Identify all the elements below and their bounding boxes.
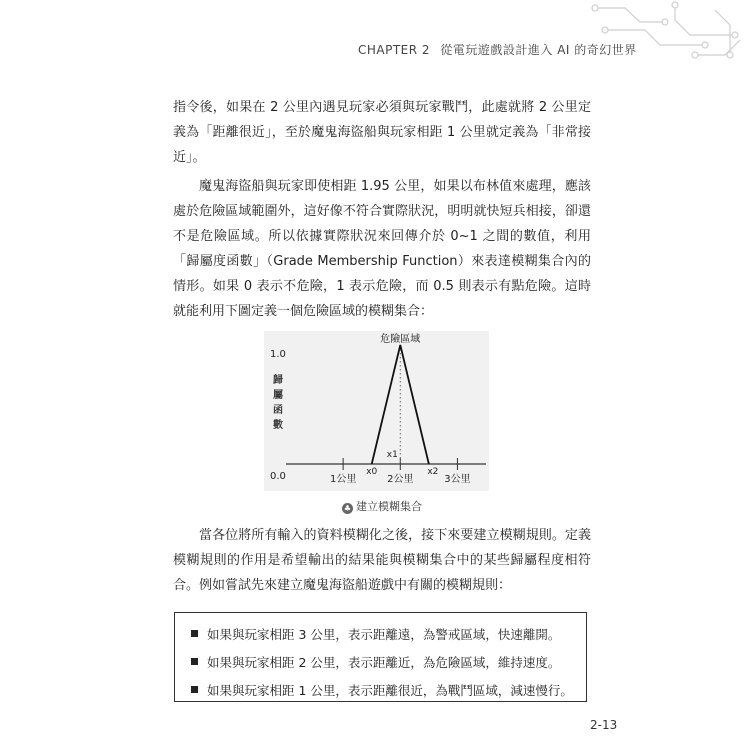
- rule-item: [191, 649, 586, 677]
- fuzzy-set-figure: [264, 331, 489, 491]
- x2-annotation: x2: [427, 467, 439, 477]
- rule-text: 如果與玩家相距 3 公里，表示距離遠，為警戒區域，快速離開。: [207, 627, 561, 642]
- rule-item: [191, 677, 586, 705]
- paragraph-1: 指令後，如果在 2 公里內遇見玩家必須與玩家戰鬥，此處就將 2 公里定義為「距離很近」，至於魔鬼海盜船與玩家相距 1 公里就定義為「非常接近」。: [173, 100, 591, 165]
- x-tick-label: 3公里: [444, 474, 471, 485]
- x-tick-label: 2公里: [387, 474, 414, 485]
- x1-annotation: x1: [386, 450, 398, 460]
- square-bullet-icon: [191, 658, 198, 665]
- x-tick-label: 1公里: [329, 474, 357, 485]
- page-number: 2-13: [590, 718, 618, 732]
- rule-text: 如果與玩家相距 1 公里，表示距離很近，為戰鬥區域，減速慢行。: [207, 683, 573, 698]
- paragraph-3: 當各位將所有輸入的資料模糊化之後，接下來要建立模糊規則。定義模糊規則的作用是希望輸出的結果能與模糊集合中的某些歸屬程度相符合。例如嘗試先來建立魔鬼海盜船遊戲中有關的模糊規則：: [173, 528, 591, 593]
- rule-item: [191, 621, 586, 649]
- y-tick-label: 0.0: [270, 471, 286, 482]
- square-bullet-icon: [191, 630, 198, 637]
- y-axis-label-char: 數: [273, 420, 283, 431]
- y-axis-label-char: 函: [273, 405, 283, 416]
- chapter-title: 從電玩遊戲設計進入 AI 的奇幻世界: [440, 43, 637, 57]
- fuzzy-rules-box: [174, 612, 587, 702]
- y-axis-label-char: 歸: [273, 375, 283, 386]
- rule-text: 如果與玩家相距 2 公里，表示距離近，為危險區域，維持速度。: [207, 655, 561, 670]
- x0-annotation: x0: [366, 467, 378, 477]
- chapter-label: CHAPTER 2: [358, 43, 431, 57]
- chart-title: 危險區域: [380, 334, 421, 345]
- figure-caption-text: 建立模糊集合: [356, 500, 422, 513]
- figure-caption: [342, 498, 462, 514]
- y-axis-label-char: 屬: [273, 390, 283, 401]
- square-bullet-icon: [191, 686, 198, 693]
- club-icon: ♣: [343, 504, 352, 513]
- paragraph-2: 魔鬼海盜船與玩家即使相距 1.95 公里，如果以布林值來處理，應該處於危險區域範圍外，這好像不符合實際狀況，明明就快短兵相接，卻還不是危險區域。所以依據實際狀況來回傳介於 0~1 之間的數值，利用「歸屬度函數」（Grade Membership Function）來表達模糊集合內的情形。如果 0 表示不危險，1 表示危險，而 0.5 則表示有點危險。這時就能利用下圖定義一個危險區域的模糊集合：: [173, 179, 591, 319]
- membership-chart: [264, 331, 489, 491]
- circuit-decoration-icon: [585, 0, 750, 70]
- y-tick-label: 1.0: [270, 349, 286, 360]
